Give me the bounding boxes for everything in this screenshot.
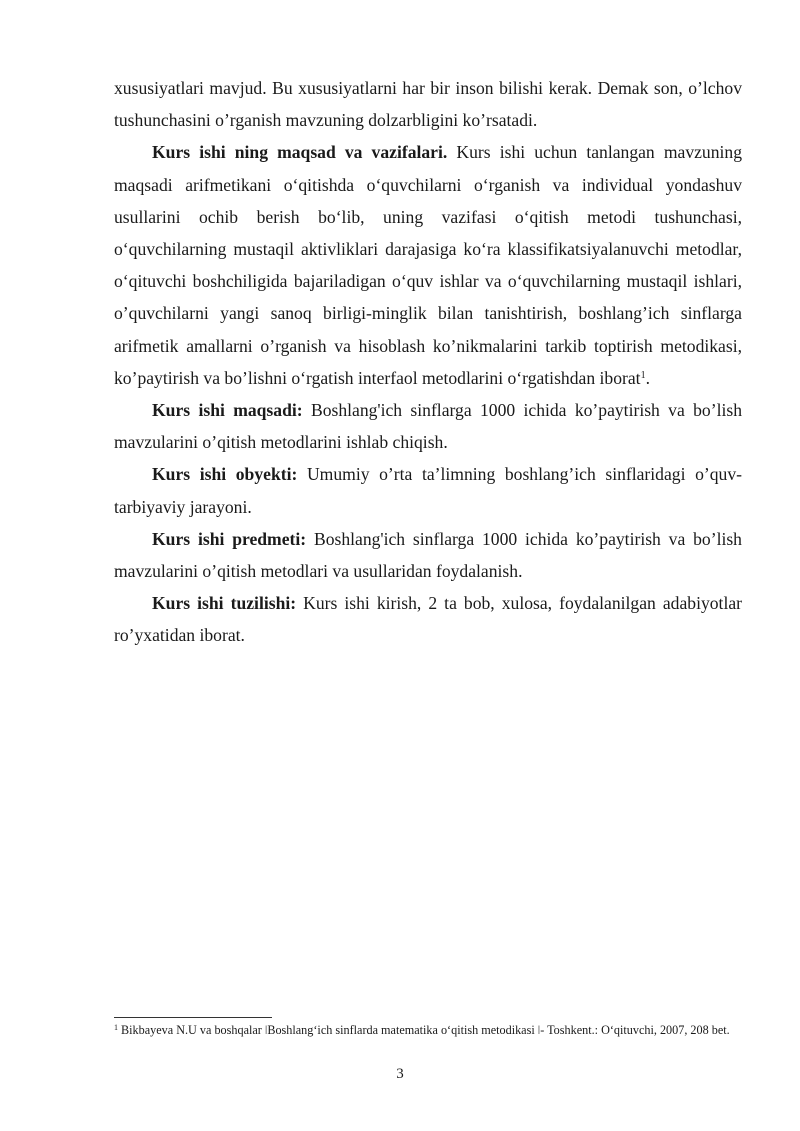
paragraph-structure: Kurs ishi tuzilishi: Kurs ishi kirish, 2 ta bob, xulosa, foydalanilgan adabiyotlar ro’yxatidan iborat. (114, 593, 742, 646)
paragraph-object: Kurs ishi obyekti: Umumiy o’rta ta’limning boshlang’ich sinflaridagi o’quv-tarbiyaviy jarayoni. (114, 464, 742, 517)
footnote (114, 1021, 744, 1041)
footnote-marker: 1 (114, 1023, 118, 1032)
paragraph-goals-and-tasks: Kurs ishi ning maqsad va vazifalari. Kurs ishi uchun tanlangan mavzuning maqsadi arifmetikani oʻqitishda oʻquvchilarni oʻrganish va individual yondashuv usullarini ochib berish boʻlib, uning vazifasi oʻqitish metodi tushunchasi, oʻquvchilarning mustaqil aktivliklari darajasiga koʻra klassifikatsiyalanuvchi metodlar, oʻqituvchi boshchiligida bajariladigan oʻquv ishlar va oʻquvchilarning mustaqil ishlari, o’quvchilarni yangi sanoq birligi-minglik bilan tanishtirish, boshlang’ich sinflarga arifmetik amallarni o’rganish va hisoblash ko’nikmalarini tarkib toptirish metodikasi, ko’paytirish va bo’lishni oʻrgatish interfaol metodlarini oʻrgatishdan iborat$^1$. (114, 142, 742, 388)
heading-purpose: Kurs ishi maqsadi: (152, 400, 303, 421)
footnote-separator (114, 1017, 272, 1018)
paragraph-intro-continuation: xususiyatlari mavjud. Bu xususiyatlarni har bir inson bilishi kerak. Demak son, o’lchov tushunchasini o’rganish mavzuning dolzarbligini ko’rsatadi. (114, 78, 742, 131)
heading-structure: Kurs ishi tuzilishi: (152, 593, 297, 614)
paragraph-purpose: Kurs ishi maqsadi: Boshlang'ich sinflarga 1000 ichida ko’paytirish va bo’lish mavzularini o’qitish metodlarini ishlab chiqish. (114, 400, 742, 453)
body-text (114, 72, 742, 652)
footnote-text: Bikbayeva N.U va boshqalar ǀBoshlangʻich sinflarda matematika oʻqitish metodikasi ǀ- Toshkent.: Oʻqituvchi, 2007, 208 bet. (118, 1023, 730, 1037)
heading-goals-and-tasks: Kurs ishi ning maqsad va vazifalari. (152, 142, 448, 163)
paragraph-subject: Kurs ishi predmeti: Boshlang'ich sinflarga 1000 ichida ko’paytirish va bo’lish mavzularini o’qitish metodlari va usullaridan foydalanish. (114, 528, 742, 582)
footnote-reference[interactable]: 1 (640, 369, 646, 381)
heading-object: Kurs ishi obyekti: (152, 464, 298, 485)
heading-subject: Kurs ishi predmeti: (152, 528, 307, 549)
page-number: 3 (396, 1066, 404, 1082)
